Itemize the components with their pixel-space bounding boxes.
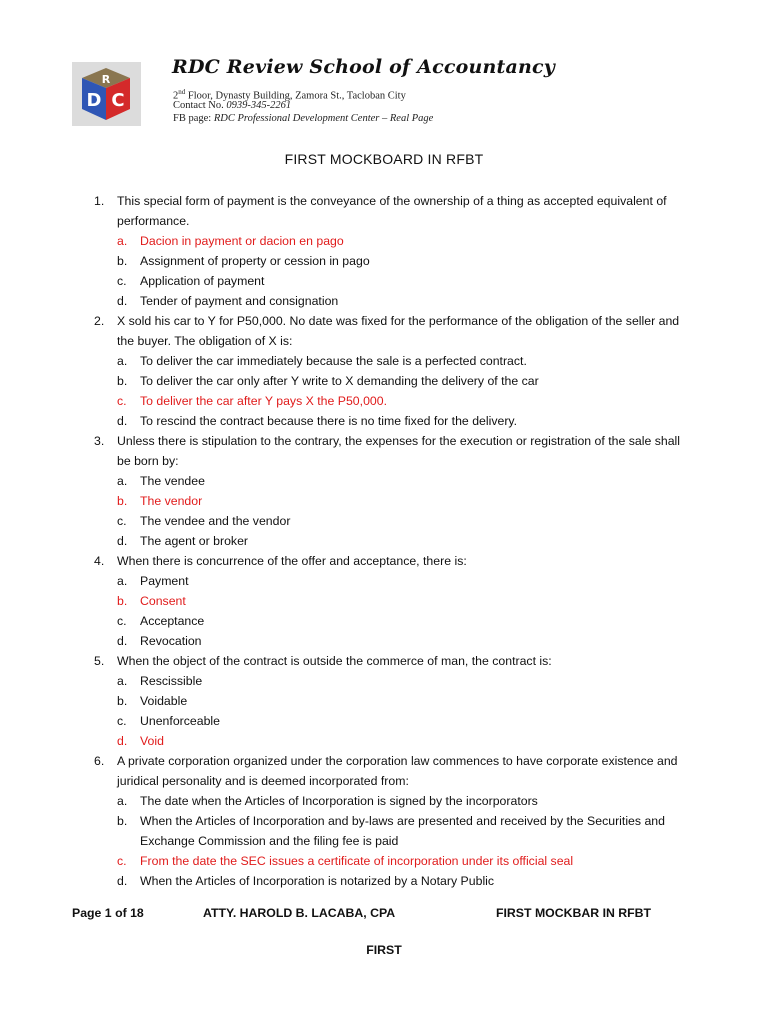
contact-line: [173, 100, 291, 111]
option-text: Void: [140, 734, 164, 748]
page-footer: [0, 906, 768, 926]
option-text: To rescind the contract because there is no time fixed for the delivery.: [140, 414, 518, 428]
question-text: When the object of the contract is outside the commerce of man, the contract is:: [117, 654, 552, 668]
option-letter: b.: [117, 694, 128, 708]
question-text: A private corporation organized under the corporation law commences to have corporate existence and juridical personality and is deemed incorporated from:: [117, 754, 678, 788]
option-text: Rescissible: [140, 674, 203, 688]
fb-page-line: [173, 113, 433, 124]
option-text: The vendee: [140, 474, 205, 488]
option-text: The vendor: [140, 494, 203, 508]
answer-option: [117, 691, 694, 711]
question-list: [94, 191, 694, 891]
option-text: The agent or broker: [140, 534, 249, 548]
question-number: 4.: [94, 554, 105, 568]
answer-option: [117, 811, 694, 851]
option-text: To deliver the car only after Y write to X demanding the delivery of the car: [140, 374, 539, 388]
question-item: [94, 431, 694, 551]
option-text: Acceptance: [140, 614, 205, 628]
question-item: [94, 311, 694, 431]
question-text: X sold his car to Y for P50,000. No date was fixed for the performance of the obligation of the seller and the buyer. The obligation of X is:: [117, 314, 680, 348]
footer-author: ATTY. HAROLD B. LACABA, CPA: [203, 906, 396, 920]
option-letter: b.: [117, 594, 128, 608]
option-text: Consent: [140, 594, 186, 608]
answer-options: [117, 351, 694, 431]
option-text: Unenforceable: [140, 714, 220, 728]
option-text: Payment: [140, 574, 189, 588]
answer-option: [117, 291, 694, 311]
address-floor-suffix: nd: [178, 88, 186, 96]
option-letter: b.: [117, 254, 128, 268]
question-text: Unless there is stipulation to the contrary, the expenses for the execution or registration of the sale shall be born by:: [117, 434, 681, 468]
option-letter: b.: [117, 494, 128, 508]
option-text: Assignment of property or cession in pago: [140, 254, 370, 268]
option-letter: c.: [117, 274, 127, 288]
answer-option: [117, 671, 694, 691]
next-page-heading: FIRST: [366, 943, 402, 957]
logo-letter-r: R: [101, 73, 111, 86]
address-text: Floor, Dynasty Building, Zamora St., Tacloban City: [185, 90, 406, 102]
answer-option-correct: [117, 731, 694, 751]
contact-label: Contact No.: [173, 100, 227, 111]
option-text: From the date the SEC issues a certificate of incorporation under its official seal: [140, 854, 574, 868]
option-text: Revocation: [140, 634, 202, 648]
option-letter: d.: [117, 294, 128, 308]
letterhead: [72, 58, 712, 130]
option-letter: d.: [117, 734, 128, 748]
answer-option: [117, 511, 694, 531]
contact-number: 0939-345-2261: [226, 100, 292, 111]
option-letter: c.: [117, 714, 127, 728]
option-text: To deliver the car after Y pays X the P50,000.: [140, 394, 388, 408]
option-text: Voidable: [140, 694, 188, 708]
page-number: Page 1 of 18: [72, 906, 144, 920]
answer-option: [117, 471, 694, 491]
option-letter: d.: [117, 874, 128, 888]
answer-option: [117, 251, 694, 271]
answer-option-correct: [117, 851, 694, 871]
option-letter: b.: [117, 814, 128, 828]
answer-option: [117, 411, 694, 431]
option-text: Tender of payment and consignation: [140, 294, 339, 308]
question-number: 3.: [94, 434, 105, 448]
question-item: [94, 551, 694, 651]
question-item: [94, 651, 694, 751]
answer-option: [117, 351, 694, 371]
option-letter: d.: [117, 414, 128, 428]
option-letter: b.: [117, 374, 128, 388]
option-text: Dacion in payment or dacion en pago: [140, 234, 344, 248]
option-letter: c.: [117, 514, 127, 528]
option-letter: c.: [117, 394, 127, 408]
option-letter: d.: [117, 634, 128, 648]
answer-options: [117, 671, 694, 751]
answer-options: [117, 471, 694, 551]
question-number: 6.: [94, 754, 105, 768]
option-letter: c.: [117, 854, 127, 868]
answer-option: [117, 271, 694, 291]
address-floor-number: 2: [173, 90, 179, 102]
option-letter: a.: [117, 474, 128, 488]
answer-option: [117, 631, 694, 651]
question-item: [94, 751, 694, 891]
option-letter: a.: [117, 234, 128, 248]
rdc-logo: [72, 62, 141, 126]
option-text: When the Articles of Incorporation is notarized by a Notary Public: [140, 874, 495, 888]
answer-option: [117, 791, 694, 811]
question-item: [94, 191, 694, 311]
option-letter: a.: [117, 574, 128, 588]
question-text: When there is concurrence of the offer and acceptance, there is:: [117, 554, 467, 568]
fb-label: FB page:: [173, 113, 214, 124]
option-letter: a.: [117, 354, 128, 368]
footer-course: FIRST MOCKBAR IN RFBT: [496, 906, 652, 920]
question-number: 2.: [94, 314, 105, 328]
question-number: 5.: [94, 654, 105, 668]
answer-options: [117, 571, 694, 651]
fb-page-name: RDC Professional Development Center – Real Page: [213, 113, 434, 124]
option-letter: d.: [117, 534, 128, 548]
answer-options: [117, 231, 694, 311]
document-title: FIRST MOCKBOARD IN RFBT: [284, 151, 484, 167]
logo-letter-c: C: [111, 90, 125, 111]
option-text: To deliver the car immediately because the sale is a perfected contract.: [140, 354, 527, 368]
answer-option: [117, 711, 694, 731]
answer-options: [117, 791, 694, 891]
question-text: This special form of payment is the conveyance of the ownership of a thing as accepted equivalent of performance.: [117, 194, 667, 228]
option-text: The date when the Articles of Incorporation is signed by the incorporators: [140, 794, 538, 808]
answer-option: [117, 371, 694, 391]
option-letter: a.: [117, 794, 128, 808]
answer-option: [117, 531, 694, 551]
option-letter: a.: [117, 674, 128, 688]
answer-option: [117, 571, 694, 591]
option-text: Application of payment: [140, 274, 265, 288]
answer-option: [117, 611, 694, 631]
answer-option-correct: [117, 231, 694, 251]
option-text: When the Articles of Incorporation and by-laws are presented and received by the Securities and Exchange Commission and the filing fee is paid: [140, 814, 665, 848]
answer-option: [117, 871, 694, 891]
answer-option-correct: [117, 491, 694, 511]
school-name: RDC Review School of Accountancy: [172, 56, 556, 78]
logo-letter-d: D: [86, 90, 102, 111]
option-letter: c.: [117, 614, 127, 628]
answer-option-correct: [117, 591, 694, 611]
option-text: The vendee and the vendor: [140, 514, 291, 528]
answer-option-correct: [117, 391, 694, 411]
question-number: 1.: [94, 194, 105, 208]
